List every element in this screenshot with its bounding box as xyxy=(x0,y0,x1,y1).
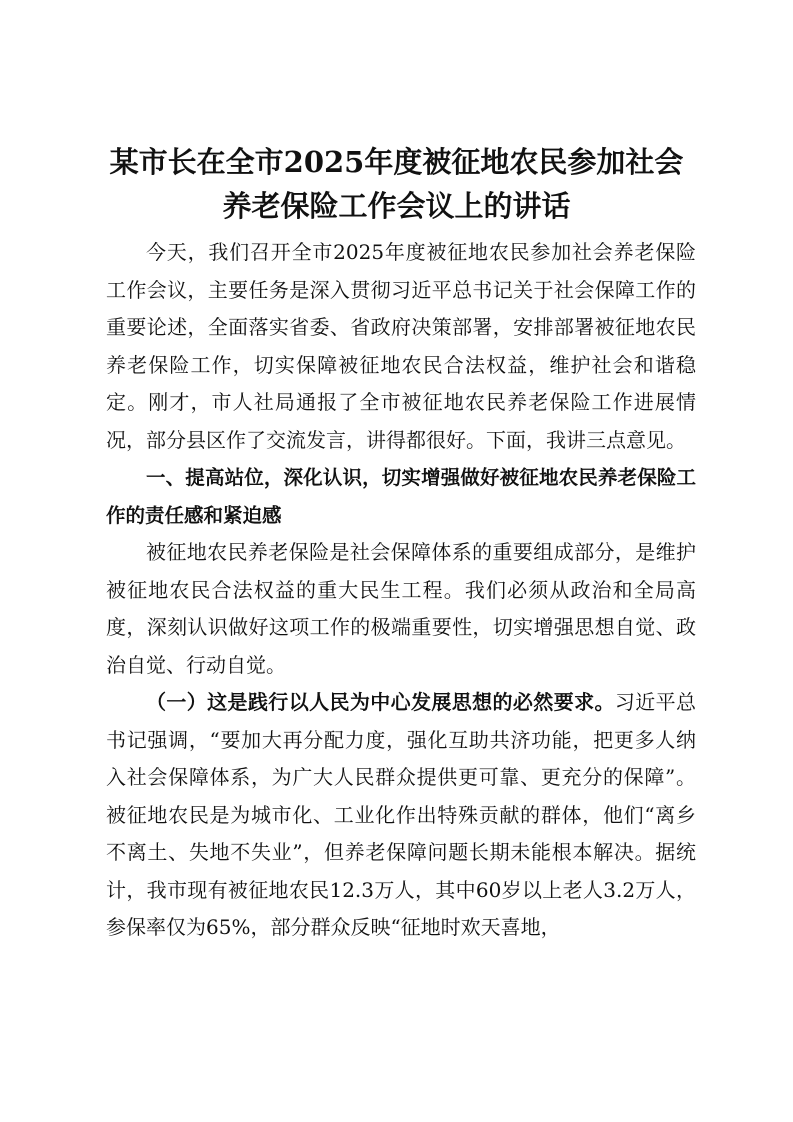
title-line-1: 某市长在全市2025年度被征地农民参加社会 xyxy=(109,145,684,179)
title-line-2: 养老保险工作会议上的讲话 xyxy=(222,189,571,223)
document-body xyxy=(106,234,696,947)
section-1-paragraph: 被征地农民养老保险是社会保障体系的重要组成部分，是维护被征地农民合法权益的重大民生工程。我们必须从政治和全局高度，深刻认识做好这项工作的极端重要性，切实增强思想自觉、政治自觉、行动自觉。 xyxy=(106,540,696,677)
subsection-1-lead: （一）这是践行以人民为中心发展思想的必然要求。 xyxy=(146,690,615,714)
subsection-1-text: 习近平总书记强调，“要加大再分配力度，强化互助共济功能，把更多人纳入社会保障体系，为广大人民群众提供更可靠、更充分的保障”。被征地农民是为城市化、工业化作出特殊贡献的群体，他们“离乡不离土、失地不失业”，但养老保障问题长期未能根本解决。据统计，我市现有被征地农民12.3万人，其中60岁以上老人3.2万人，参保率仅为65%，部分群众反映“征地时欢天喜地， xyxy=(106,690,697,939)
intro-paragraph: 今天，我们召开全市2025年度被征地农民参加社会养老保险工作会议，主要任务是深入贯彻习近平总书记关于社会保障工作的重要论述，全面落实省委、省政府决策部署，安排部署被征地农民养老保险工作，切实保障被征地农民合法权益，维护社会和谐稳定。刚才，市人社局通报了全市被征地农民养老保险工作进展情况，部分县区作了交流发言，讲得都很好。下面，我讲三点意见。 xyxy=(106,240,696,452)
subsection-1-paragraph xyxy=(106,684,696,947)
section-heading-1: 一、提高站位，深化认识，切实增强做好被征地农民养老保险工作的责任感和紧迫感 xyxy=(106,466,696,527)
document-title xyxy=(100,140,693,228)
